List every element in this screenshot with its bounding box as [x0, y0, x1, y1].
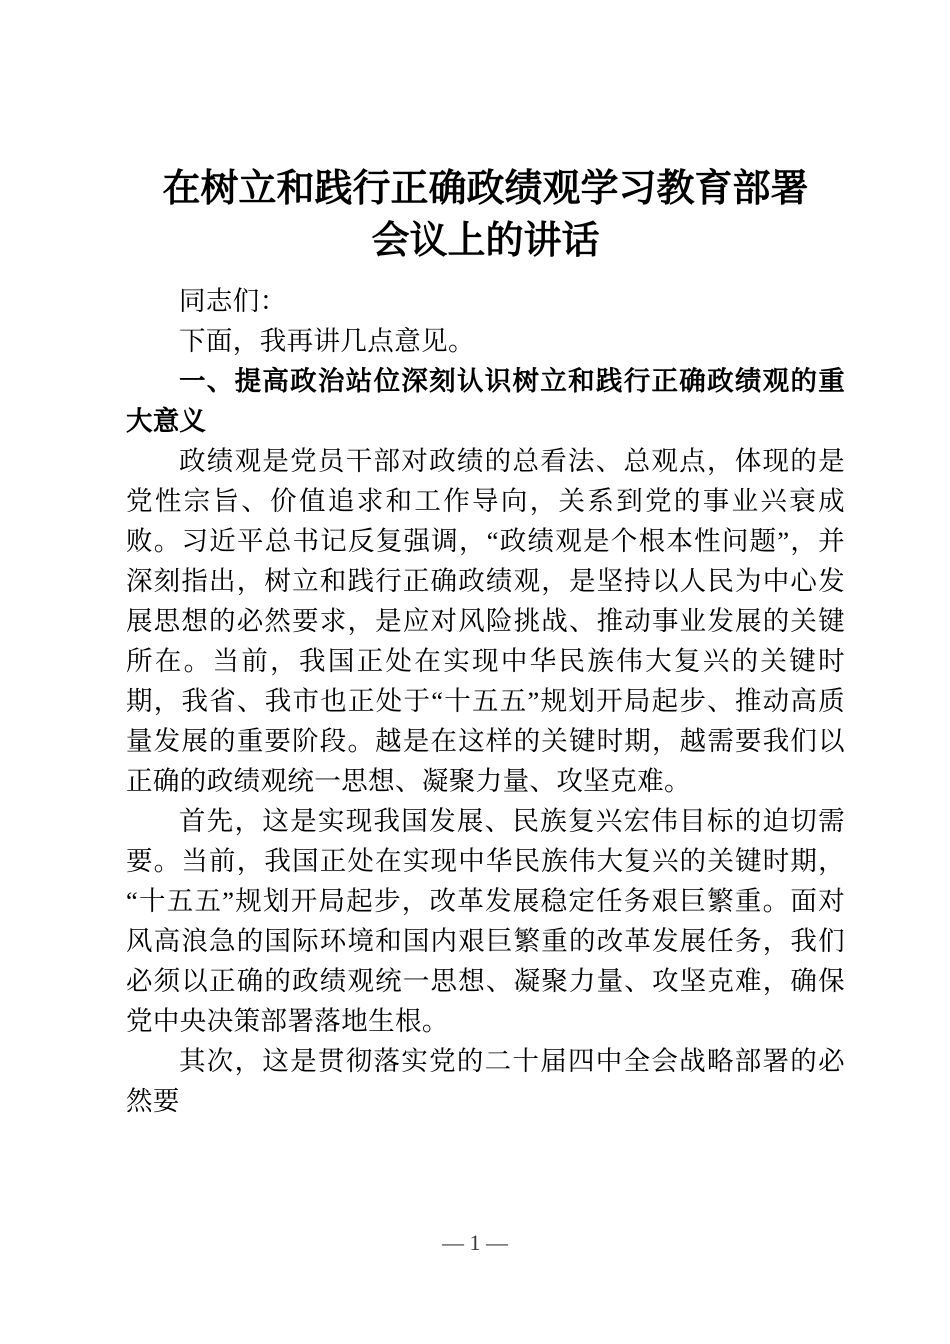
opening-line: 下面，我再讲几点意见。: [179, 326, 475, 356]
section-heading-1: 一、提高政治站位深刻认识树立和践行正确政绩观的重大意义: [126, 366, 845, 436]
document-title: [126, 0, 845, 267]
salutation: 同志们：: [179, 286, 287, 316]
body-paragraph-1: 政绩观是党员干部对政绩的总看法、总观点，体现的是党性宗旨、价值追求和工作导向，关系到党的事业兴衰成败。习近平总书记反复强调，“政绩观是个根本性问题”，并深刻指出，树立和践行正确政绩观，是坚持以人民为中心发展思想的必然要求，是应对风险挑战、推动事业发展的关键所在。当前，我国正处在实现中华民族伟大复兴的关键时期，我省、我市也正处于“十五五”规划开局起步、推动高质量发展的重要阶段。越是在这样的关键时期，越需要我们以正确的政绩观统一思想、凝聚力量、攻坚克难。: [126, 446, 845, 796]
document-title-line-2: 会议上的讲话: [371, 220, 600, 262]
page-footer: [0, 1228, 950, 1258]
page-number: — 1 —: [442, 1230, 508, 1255]
body-paragraph-3: 其次，这是贯彻落实党的二十届四中全会战略部署的必然要: [126, 1046, 845, 1116]
document-title-line-1: 在树立和践行正确政绩观学习教育部署: [162, 168, 809, 210]
body-paragraph-2: 首先，这是实现我国发展、民族复兴宏伟目标的迫切需要。当前，我国正处在实现中华民族伟大复兴的关键时期，“十五五”规划开局起步，改革发展稳定任务艰巨繁重。面对风高浪急的国际环境和国内艰巨繁重的改革发展任务，我们必须以正确的政绩观统一思想、凝聚力量、攻坚克难，确保党中央决策部署落地生根。: [126, 806, 845, 1036]
page-content: [126, 0, 845, 1121]
